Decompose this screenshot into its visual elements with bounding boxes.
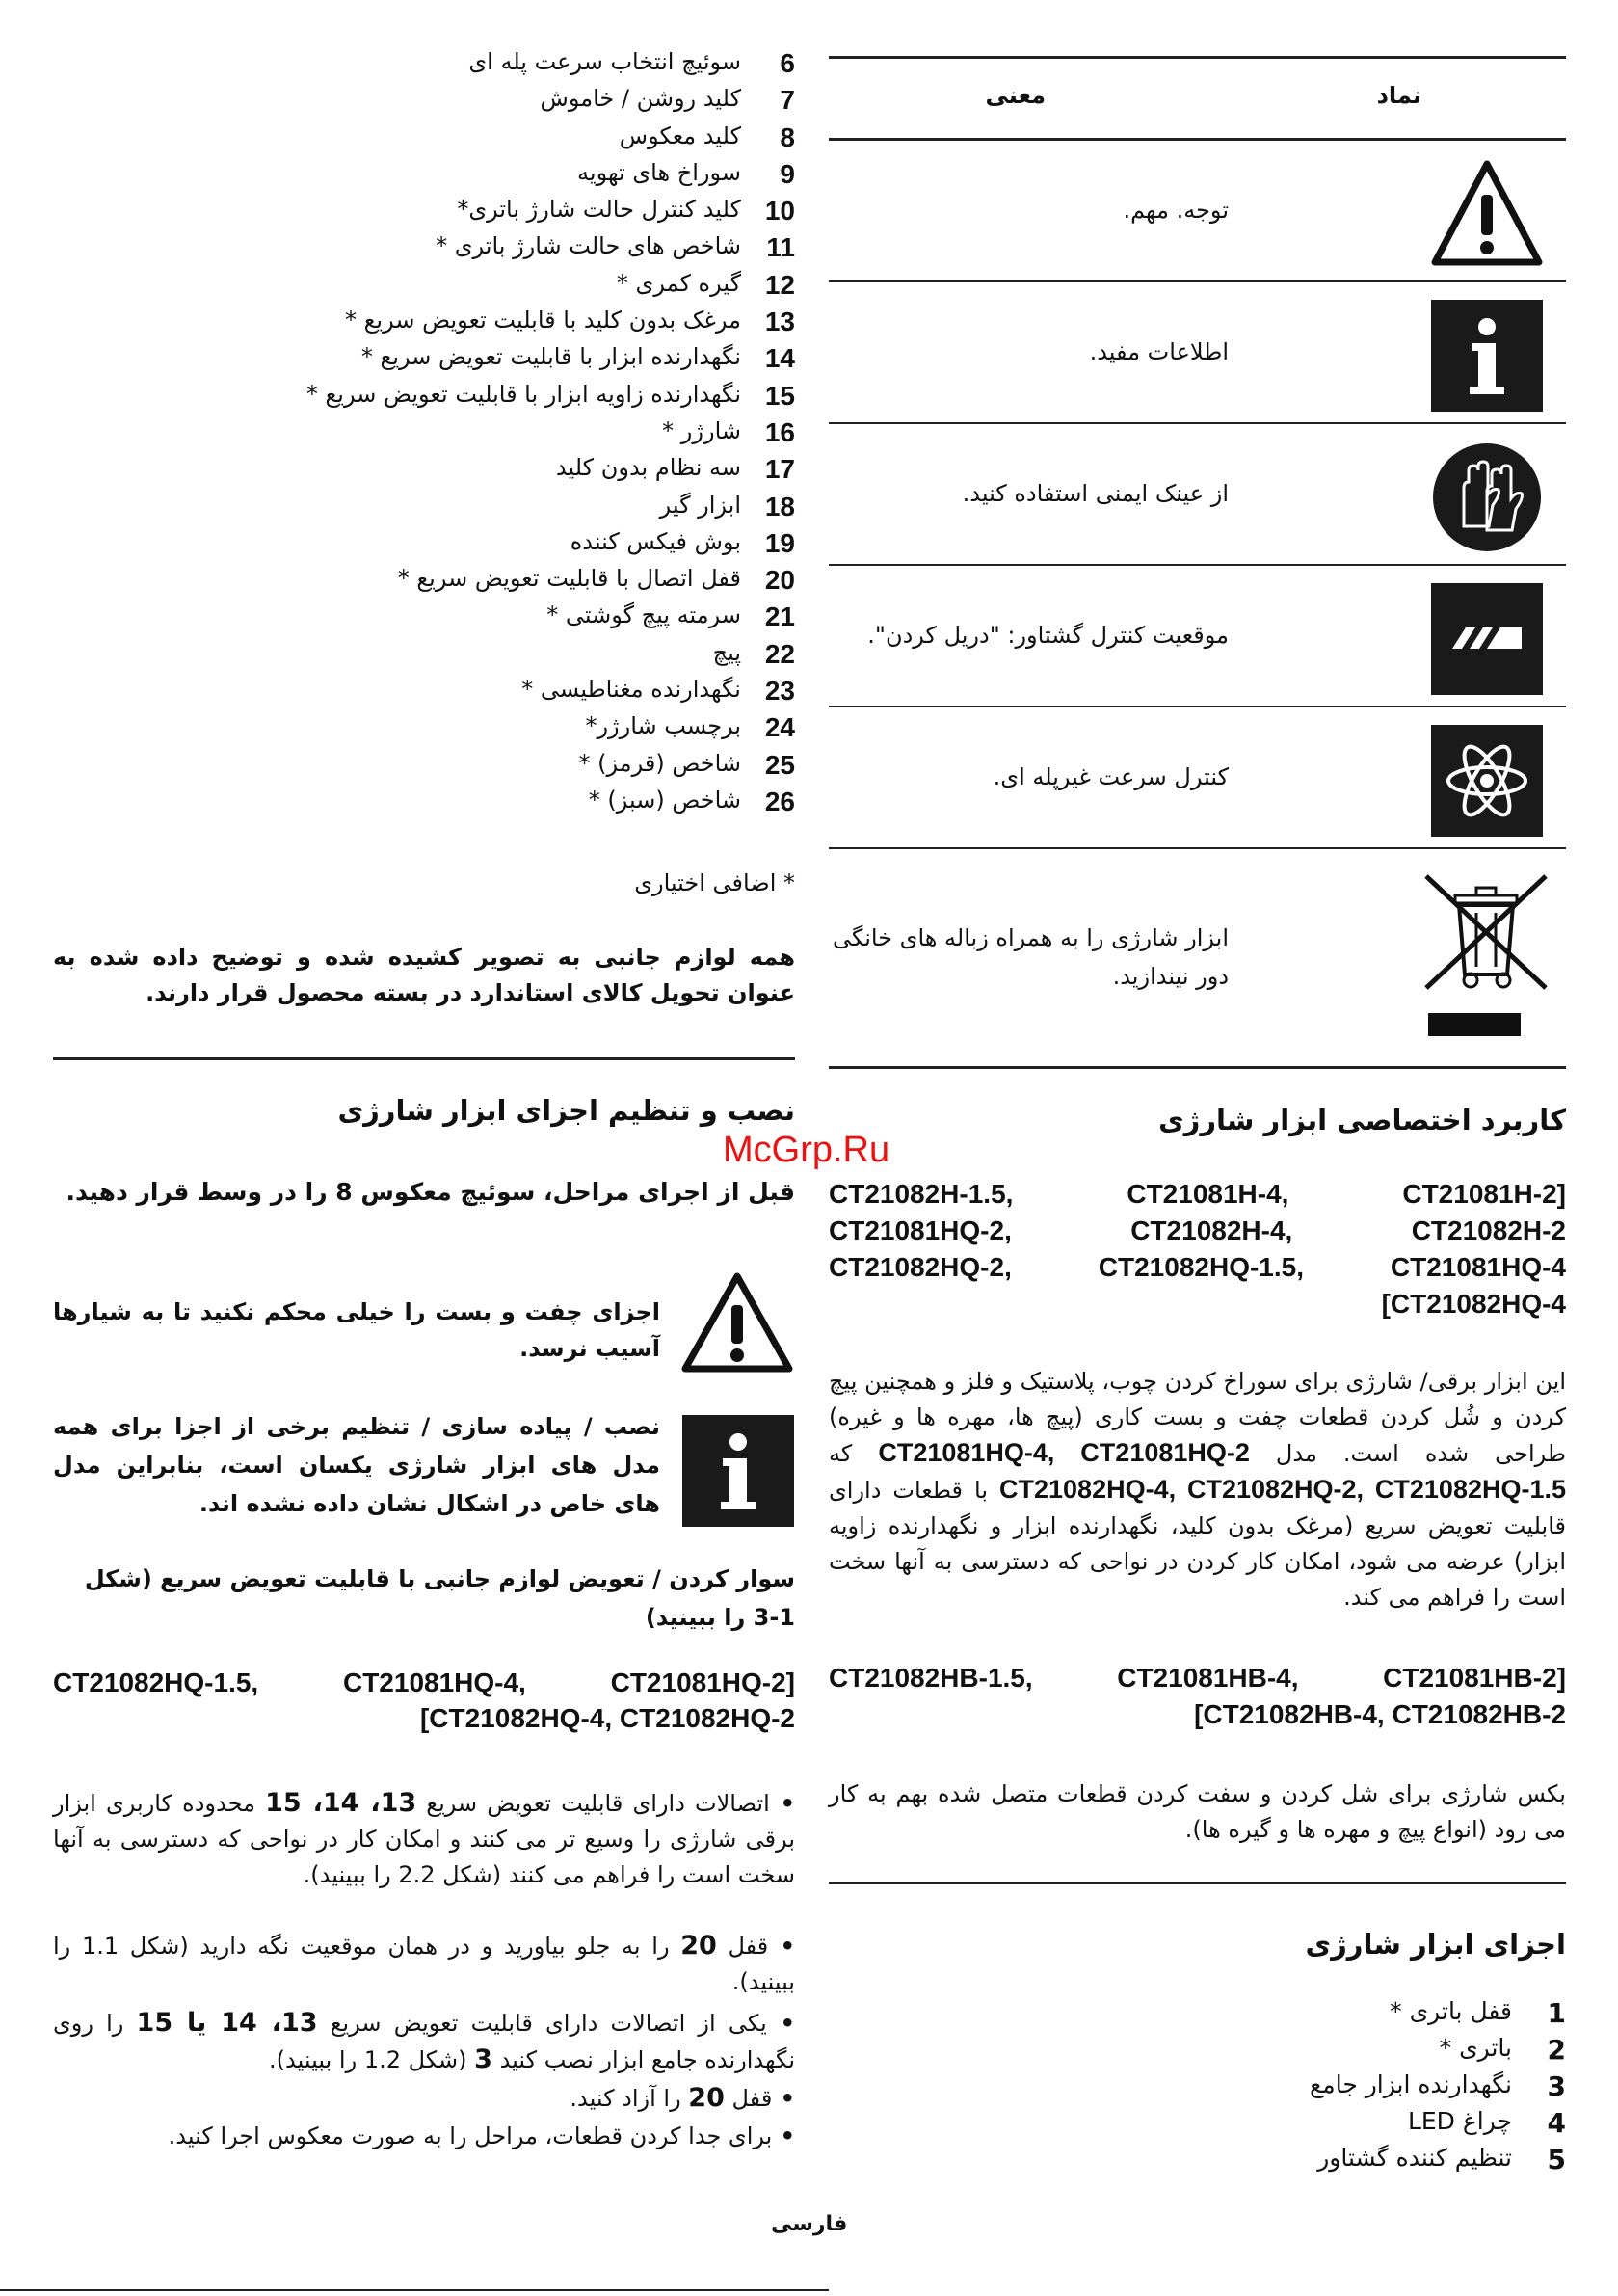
section-divider — [53, 1057, 795, 1060]
item-number: 8 — [780, 121, 795, 152]
usage-models-row — [829, 1179, 1566, 1210]
install-intro: قبل از اجرای مراحل، سوئیچ معکوس 8 را در وسط قرار دهید. — [66, 1178, 795, 1206]
symbol-row — [829, 282, 1566, 424]
item-label: برچسب شارژر* — [585, 712, 741, 740]
install-section-title: نصب و تنظیم اجزای ابزار شارژی — [337, 1094, 795, 1127]
item-number: 2 — [1547, 2034, 1566, 2066]
item-label: قفل اتصال با قابلیت تعویض سریع * — [397, 565, 741, 593]
usage-paragraph: این ابزار برقی/ شارژی برای سوراخ کردن چوب، پلاستیک و فلز و همچنین پیچ کردن و شُل کردن قطعات چفت و بست کاری (پیچ ها، مهره ها و غیره) طراحی شده است. مدل CT21081HQ-4, CT21081HQ-2 که CT21082HQ-4, CT21082HQ-2, CT21082HQ-1.5 با قطعات دارای قابلیت تعویض سریع (مرغک بدون کلید، نگهدارنده ابزار و نگهدارنده زاویه ابزار) عرضه می شود، امکان کار کردن در نواحی که دسترسی به آنها سخت است را فراهم می کند. — [829, 1368, 1566, 1611]
item-label: کلید روشن / خاموش — [540, 85, 741, 113]
item-number: 19 — [764, 527, 795, 558]
component-list-item — [241, 639, 795, 676]
install-bullet: • اتصالات دارای قابلیت تعویض سریع 13، 14، 15 محدوده کاربری ابزار برقی شارژی را وسیع تر می کنند و امکان کار در نواحی که دسترسی به آنها سخت است را فراهم می کنند (شکل 2.2 را ببینید). — [53, 1788, 795, 1888]
item-label: تنظیم کننده گشتاور — [1317, 2144, 1512, 2172]
item-label: سه نظام بدون کلید — [555, 454, 741, 482]
symbol-meaning: توجه. مهم. — [1123, 197, 1229, 224]
item-number: 5 — [1547, 2144, 1566, 2176]
components-list — [241, 48, 795, 823]
item-number: 15 — [764, 380, 795, 411]
item-number: 21 — [764, 601, 795, 632]
item-number: 22 — [764, 638, 795, 669]
install-bullet: • برای جدا کردن قطعات، مراحل را به صورت معکوس اجرا کنید. — [168, 2122, 795, 2149]
install-bullet: • قفل 20 را به جلو بیاورید و در همان موقعیت نگه دارید (شکل 1.1 را ببینید). — [53, 1931, 796, 1995]
component-list-item — [241, 492, 795, 528]
part-list-item — [1021, 2070, 1566, 2107]
symbol-row — [829, 424, 1566, 566]
watermark: McGrp.Ru — [723, 1130, 890, 1170]
symbol-row — [829, 849, 1566, 1069]
model-code: CT21082HQ-1.5, — [1098, 1252, 1304, 1282]
footer-rule — [0, 2289, 829, 2291]
component-list-item — [241, 565, 795, 601]
model-code: CT21081HB-4, — [1117, 1663, 1299, 1693]
item-number: 12 — [764, 269, 795, 300]
no-household-waste-icon — [1417, 870, 1561, 1044]
item-number: 18 — [764, 491, 795, 521]
part-list-item — [1021, 2144, 1566, 2180]
accessories-note: همه لوازم جانبی به تصویر کشیده شده و توضیح داده شده به عنوان تحویل کالای استاندارد در بسته محصول قرار دارند. — [53, 944, 795, 1006]
item-label: سرمته پیچ گوشتی * — [546, 601, 741, 629]
item-label: شاخص (سبز) * — [588, 786, 741, 814]
item-number: 20 — [764, 565, 795, 596]
usage-section-title: کاربرد اختصاصی ابزار شارژی — [1158, 1104, 1566, 1136]
item-label: نگهدارنده مغناطیسی * — [521, 676, 741, 704]
quick-change-subheading: سوار کردن / تعویض لوازم جانبی با قابلیت تعویض سریع (شکل 1-3 را ببینید) — [84, 1565, 795, 1631]
symbol-row — [829, 141, 1566, 282]
item-number: 10 — [764, 196, 795, 227]
model-code: CT21081H-2] — [1402, 1179, 1566, 1209]
symbol-meaning: کنترل سرعت غیرپله ای. — [993, 763, 1229, 790]
parts-section-title: اجزای ابزار شارژی — [1305, 1928, 1566, 1961]
symbol-meaning: موقعیت کنترل گشتاور: "دریل کردن". — [867, 622, 1229, 649]
component-list-item — [241, 122, 795, 159]
part-list-item — [1021, 2107, 1566, 2144]
model-code: CT21082H-2 — [1411, 1215, 1566, 1245]
model-code: CT21081HQ-2] — [610, 1668, 795, 1697]
hb-models-row — [829, 1663, 1566, 1694]
model-code: CT21081HQ-4, — [342, 1668, 526, 1697]
item-label: بوش فیکس کننده — [570, 527, 741, 555]
part-list-item — [1021, 1997, 1566, 2034]
item-label: نگهدارنده ابزار جامع — [1310, 2070, 1512, 2098]
item-label: شاخص های حالت شارژ باتری * — [436, 232, 741, 260]
item-label: چراغ LED — [1407, 2107, 1512, 2135]
component-list-item — [241, 196, 795, 232]
model-code: CT21081HQ-2, — [829, 1215, 1012, 1245]
parts-list — [1021, 1997, 1566, 2180]
item-label: پیچ — [712, 638, 741, 666]
symbol-meaning: اطلاعات مفید. — [1089, 338, 1229, 365]
warning-triangle-icon — [1431, 158, 1543, 270]
usage-models-row — [829, 1289, 1566, 1320]
item-label: مرغک بدون کلید با قابلیت تعویض سریع * — [345, 307, 741, 334]
safety-gloves-icon — [1431, 441, 1543, 553]
item-label: نگهدارنده زاویه ابزار با قابلیت تعویض سریع * — [305, 380, 741, 408]
component-list-item — [241, 159, 795, 196]
component-list-item — [241, 601, 795, 638]
model-code: CT21082HB-1.5, — [829, 1663, 1033, 1693]
model-code: [CT21082HB-4, CT21082HB-2 — [1194, 1699, 1566, 1729]
item-number: 4 — [1547, 2107, 1566, 2139]
item-label: سوئیچ انتخاب سرعت پله ای — [468, 48, 741, 75]
item-label: شارژر * — [662, 416, 741, 444]
item-number: 14 — [764, 343, 795, 374]
symbol-table — [829, 56, 1566, 1069]
symbol-table-header — [829, 56, 1566, 141]
item-number: 1 — [1547, 1997, 1566, 2029]
model-code: CT21081HB-2] — [1383, 1663, 1566, 1693]
info-note-text: نصب / پیاده سازی / تنظیم برخی از اجزا برای همه مدل های ابزار شارژی یکسان است، بنابراین مدل های خاص در اشکال نشان داده نشده اند. — [53, 1413, 660, 1517]
model-code: CT21082H-1.5, — [829, 1179, 1014, 1209]
model-code: CT21081H-4, — [1127, 1179, 1289, 1209]
item-number: 11 — [766, 232, 795, 263]
item-number: 13 — [764, 307, 795, 337]
item-label: کلید معکوس — [619, 121, 741, 149]
model-code: CT21082H-4, — [1130, 1215, 1293, 1245]
item-label: کلید کنترل حالت شارژ باتری* — [457, 196, 741, 224]
component-list-item — [241, 307, 795, 343]
component-list-item — [241, 85, 795, 121]
component-list-item — [241, 343, 795, 380]
footer-language: فارسی — [771, 2212, 848, 2236]
model-code: [CT21082HQ-4 — [1381, 1289, 1566, 1319]
symbol-row — [829, 566, 1566, 707]
part-list-item — [1021, 2034, 1566, 2070]
component-list-item — [241, 270, 795, 307]
usage-models-row — [829, 1252, 1566, 1283]
item-number: 24 — [764, 712, 795, 743]
info-icon — [682, 1415, 794, 1527]
component-list-item — [241, 48, 795, 85]
install-models-line-1 — [53, 1668, 795, 1698]
install-models-line-2: [CT21082HQ-4, CT21082HQ-2 — [419, 1703, 795, 1733]
item-number: 17 — [764, 454, 795, 485]
item-number: 26 — [764, 786, 795, 816]
item-number: 7 — [780, 85, 795, 116]
component-list-item — [241, 417, 795, 454]
component-list-item — [241, 232, 795, 269]
item-label: شاخص (قرمز) * — [578, 749, 741, 777]
drill-mode-icon — [1431, 583, 1543, 695]
item-label: باتری * — [1439, 2034, 1512, 2062]
install-bullet: • یکی از اتصالات دارای قابلیت تعویض سریع 13، 14 یا 15 را روی نگهدارنده جامع ابزار نصب کنید 3 (شکل 1.2 را ببینید). — [53, 2008, 795, 2074]
item-label: گیره کمری * — [616, 269, 741, 297]
item-number: 9 — [780, 158, 795, 189]
component-list-item — [241, 750, 795, 787]
model-code: CT21082HQ-2, — [829, 1252, 1012, 1282]
item-number: 23 — [764, 676, 795, 707]
symbol-meaning: ابزار شارژی را به همراه زباله های خانگی دور نیندازید. — [832, 924, 1229, 990]
hb-models-row — [829, 1699, 1566, 1730]
item-number: 3 — [1547, 2070, 1566, 2102]
component-list-item — [241, 381, 795, 417]
variable-speed-icon — [1431, 725, 1543, 837]
item-number: 6 — [780, 48, 795, 78]
item-label: سوراخ های تهویه — [577, 158, 741, 186]
symbol-meaning: از عینک ایمنی استفاده کنید. — [962, 480, 1229, 507]
header-meaning: معنی — [985, 82, 1046, 109]
component-list-item — [241, 528, 795, 565]
component-list-item — [241, 676, 795, 712]
item-number: 25 — [764, 749, 795, 780]
warning-note-text: اجزای چفت و بست را خیلی محکم نکنید تا به شیارها آسیب نرسد. — [53, 1298, 660, 1362]
optional-note: * اضافی اختیاری — [634, 869, 795, 896]
model-code: CT21081HQ-4 — [1390, 1252, 1566, 1282]
section-divider — [829, 1882, 1566, 1884]
item-label: نگهدارنده ابزار با قابلیت تعویض سریع * — [360, 343, 741, 371]
header-symbol: نماد — [1376, 82, 1421, 109]
usage-models-row — [829, 1215, 1566, 1246]
install-bullet: • قفل 20 را آزاد کنید. — [570, 2083, 795, 2113]
item-label: قفل باتری * — [1390, 1997, 1512, 2025]
warning-triangle-icon — [679, 1270, 795, 1376]
component-list-item — [241, 454, 795, 491]
item-number: 16 — [764, 416, 795, 447]
component-list-item — [241, 712, 795, 749]
item-label: ابزار گیر — [659, 491, 741, 519]
component-list-item — [241, 787, 795, 823]
wrench-paragraph: بکس شارژی برای شل کردن و سفت کردن قطعات متصل شده بهم به کار می رود (انواع پیچ و مهره ها و گیره ها). — [829, 1780, 1566, 1843]
info-icon — [1431, 300, 1543, 412]
symbol-row — [829, 707, 1566, 849]
model-code: CT21082HQ-1.5, — [53, 1668, 259, 1697]
